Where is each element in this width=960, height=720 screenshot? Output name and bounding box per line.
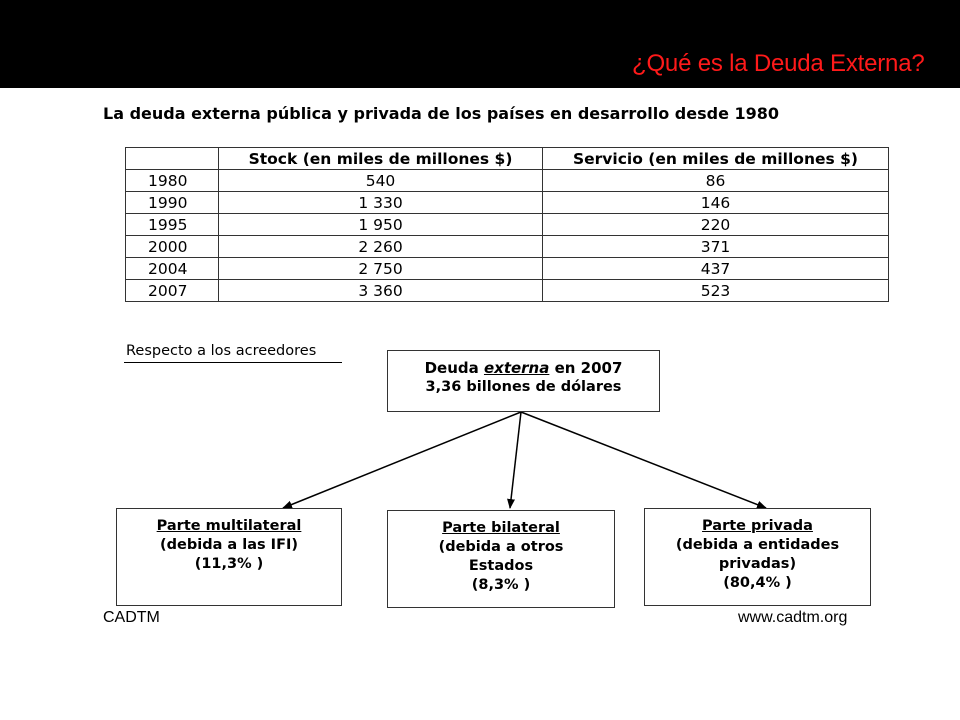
cell-service: 371 — [543, 236, 889, 258]
private-percent: (80,4% ) — [723, 575, 792, 591]
private-line: (debida a entidades — [675, 537, 840, 553]
bilateral-line: (debida a otros — [438, 539, 564, 555]
cell-stock: 540 — [219, 170, 543, 192]
cell-stock: 1 330 — [219, 192, 543, 214]
bilateral-line: Estados — [468, 558, 534, 574]
document-heading: La deuda externa pública y privada de los países en desarrollo desde 1980 — [103, 104, 780, 123]
cell-service: 437 — [543, 258, 889, 280]
total-debt-box — [387, 350, 660, 412]
total-debt-amount: 3,36 billones de dólares — [425, 379, 622, 395]
total-debt-suffix: en 2007 — [549, 359, 623, 377]
bilateral-percent: (8,3% ) — [471, 577, 531, 593]
arrow-to-bilateral — [510, 412, 521, 508]
cell-year: 1980 — [126, 170, 219, 192]
multilateral-title: Parte multilateral — [156, 518, 302, 534]
cell-stock: 1 950 — [219, 214, 543, 236]
multilateral-box — [116, 508, 342, 606]
slide-title: ¿Qué es la Deuda Externa? — [632, 50, 925, 77]
cell-service: 86 — [543, 170, 889, 192]
total-debt-prefix: Deuda — [424, 359, 484, 377]
cell-stock: 3 360 — [219, 280, 543, 302]
arrow-to-private — [521, 412, 766, 508]
cell-service: 220 — [543, 214, 889, 236]
multilateral-line: (debida a las IFI) — [160, 537, 298, 553]
cell-year: 2000 — [126, 236, 219, 258]
private-box — [644, 508, 871, 606]
private-title: Parte privada — [702, 518, 813, 534]
cell-year: 2004 — [126, 258, 219, 280]
footer-source: CADTM — [103, 609, 160, 626]
cell-stock: 2 750 — [219, 258, 543, 280]
cell-year: 2007 — [126, 280, 219, 302]
footer-url: www.cadtm.org — [738, 609, 848, 626]
arrow-to-multilateral — [283, 412, 521, 508]
total-debt-line1 — [388, 359, 659, 378]
cell-year: 1990 — [126, 192, 219, 214]
private-line: privadas) — [718, 556, 797, 572]
total-debt-emphasis: externa — [483, 359, 550, 377]
bilateral-title: Parte bilateral — [442, 520, 560, 536]
cell-service: 523 — [543, 280, 889, 302]
cell-year: 1995 — [126, 214, 219, 236]
column-header-service: Servicio (en miles de millones $) — [543, 148, 889, 170]
bilateral-box — [387, 510, 615, 608]
cell-service: 146 — [543, 192, 889, 214]
creditors-label: Respecto a los acreedores — [126, 343, 317, 359]
multilateral-percent: (11,3% ) — [194, 556, 264, 572]
column-header-stock: Stock (en miles de millones $) — [219, 148, 543, 170]
cell-stock: 2 260 — [219, 236, 543, 258]
